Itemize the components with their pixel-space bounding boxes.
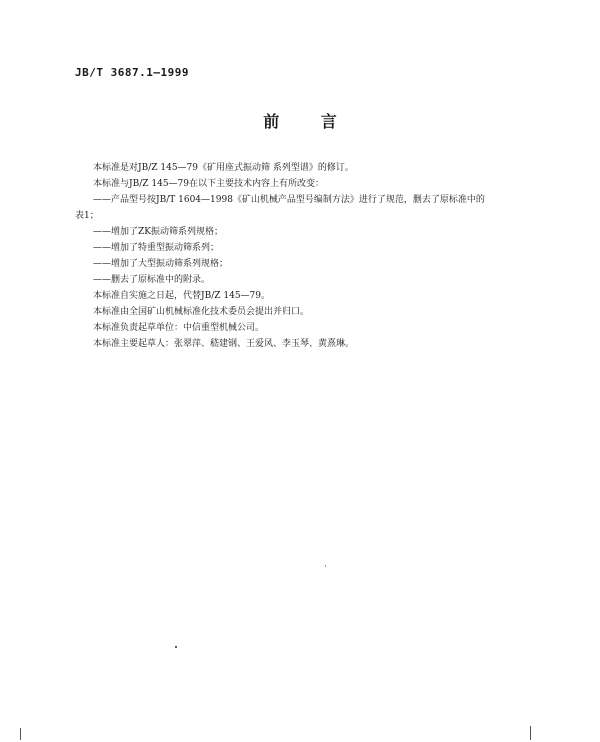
- page-title: 前 言: [263, 112, 355, 131]
- paragraph: 本标准是对JB/Z 145—79《矿用座式振动筛 系列型谱》的修订。: [93, 163, 354, 173]
- list-item: ——增加了ZK振动筛系列规格；: [93, 227, 223, 237]
- list-item: ——删去了原标准中的附录。: [93, 275, 211, 285]
- list-item: ——增加了特重型振动筛系列；: [93, 243, 220, 253]
- paragraph: 本标准由全国矿山机械标准化技术委员会提出并归口。: [93, 307, 310, 317]
- scan-edge-mark: [530, 726, 531, 740]
- scan-edge-mark: [20, 728, 21, 740]
- scan-dot: [325, 565, 326, 567]
- paragraph: 本标准自实施之日起，代替JB/Z 145—79。: [93, 291, 270, 301]
- list-item-continuation: 表1；: [75, 211, 99, 221]
- paragraph: 本标准与JB/Z 145—79在以下主要技术内容上有所改变：: [93, 179, 324, 189]
- paragraph: 本标准负责起草单位：中信重型机械公司。: [93, 323, 265, 333]
- foreword-body: [75, 160, 535, 352]
- list-item: ——增加了大型振动筛系列规格；: [93, 259, 229, 269]
- list-item: ——产品型号按JB/T 1604—1998《矿山机械产品型号编制方法》进行了规范，删去了原标准中的: [93, 195, 485, 205]
- scan-dot: [175, 646, 177, 648]
- paragraph: 本标准主要起草人：张翠萍、嵇建钢、王爱风、李玉琴、黄熹琳。: [93, 339, 355, 349]
- standard-number: JB/T 3687.1—1999: [75, 66, 189, 79]
